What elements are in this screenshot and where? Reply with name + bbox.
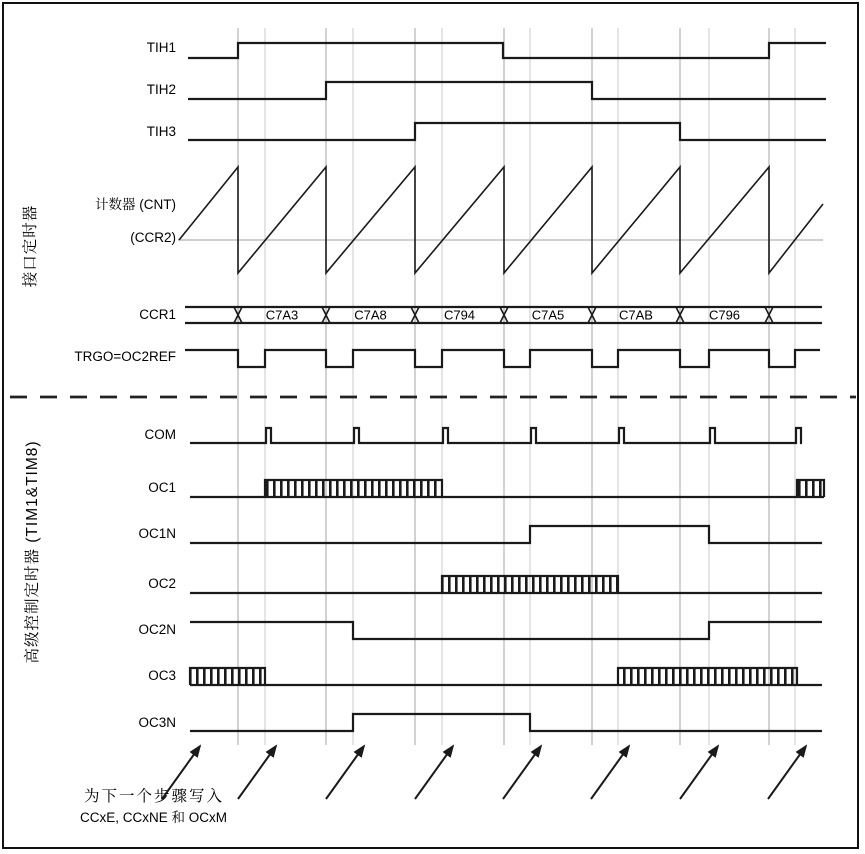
waveform-oc3n <box>190 714 822 731</box>
pwm-burst <box>797 480 824 497</box>
section-label-advanced-control-timer: 高级控制定时器 (TIM1&TIM8) <box>24 440 41 664</box>
section-label-interface-timer: 接口定时器 <box>22 204 39 288</box>
annotation-line-1: 为下一个步骤写入 <box>84 788 225 805</box>
signal-tih3 <box>188 123 826 140</box>
signal-label: OC3N <box>138 715 176 730</box>
ccr1-value: C7AB <box>619 307 653 323</box>
signal-com <box>190 428 802 443</box>
signal-label: TRGO=OC2REF <box>74 349 176 364</box>
write-step-arrow <box>680 746 718 799</box>
ccr1-value: C7A5 <box>531 307 565 323</box>
signal-label: OC3 <box>148 668 176 683</box>
write-step-arrow <box>768 746 806 799</box>
write-step-arrow <box>503 746 541 799</box>
write-step-arrow <box>238 746 276 799</box>
ccr1-value: C7A3 <box>265 307 299 323</box>
pwm-burst <box>265 480 442 497</box>
signal-label: COM <box>144 427 176 442</box>
signal-label: TIH3 <box>146 124 176 139</box>
signal-label: 计数器 (CNT) <box>95 197 176 212</box>
annotation-line-2: CCxE, CCxNE 和 OCxM <box>80 810 228 825</box>
signal-tih2 <box>188 82 826 99</box>
pwm-burst <box>442 576 618 593</box>
signal-oc3 <box>190 668 822 685</box>
signal-label: OC2N <box>138 622 176 637</box>
pwm-burst <box>618 668 797 685</box>
waveform-counter-sawtooth <box>179 167 823 273</box>
signal-oc1n <box>190 526 822 543</box>
waveform-tih1 <box>188 43 826 58</box>
signal-oc2 <box>190 576 822 593</box>
signal-cnt <box>179 167 823 273</box>
write-step-arrow <box>591 746 629 799</box>
signal-oc1 <box>190 480 824 497</box>
signal-label: OC1 <box>148 480 176 495</box>
signal-oc2n <box>190 622 822 639</box>
signal-label-sub: (CCR2) <box>130 230 176 245</box>
ccr1-value: C796 <box>708 307 741 323</box>
write-step-arrow <box>326 746 364 799</box>
waveform-tih2 <box>188 82 826 99</box>
waveform-trgo <box>185 350 820 367</box>
waveform-oc1n <box>190 526 822 543</box>
signal-label: TIH2 <box>146 82 176 97</box>
waveform-oc2n <box>190 622 822 639</box>
signal-trgo <box>185 350 820 367</box>
signal-oc3n <box>190 714 822 731</box>
signal-label: TIH1 <box>146 40 176 55</box>
signal-label: OC1N <box>138 526 176 541</box>
ccr1-value: C794 <box>443 307 476 323</box>
signal-tih1 <box>188 43 826 58</box>
pwm-burst <box>190 668 265 685</box>
waveform-com <box>190 428 802 443</box>
write-step-arrow <box>415 746 453 799</box>
signal-label: OC2 <box>148 576 176 591</box>
ccr1-value: C7A8 <box>354 307 387 323</box>
waveform-tih3 <box>188 123 826 140</box>
signal-label: CCR1 <box>139 307 176 322</box>
